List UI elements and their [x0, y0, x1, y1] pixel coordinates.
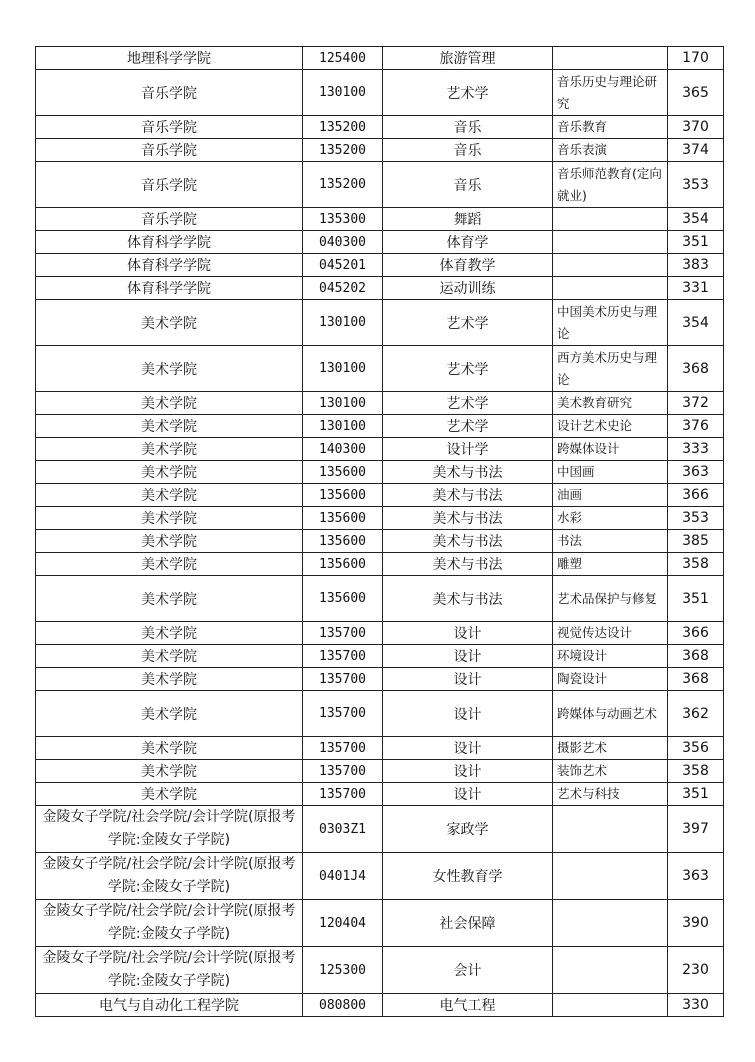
major-cell: 音乐 [383, 116, 553, 139]
college-cell: 金陵女子学院/社会学院/会计学院(原报考学院:金陵女子学院) [36, 900, 303, 947]
college-cell: 美术学院 [36, 691, 303, 737]
table-row [36, 70, 724, 116]
score-cell: 374 [668, 139, 724, 162]
major-cell: 美术与书法 [383, 461, 553, 484]
code-cell: 135700 [303, 760, 383, 783]
major-cell: 电气工程 [383, 994, 553, 1017]
major-cell: 设计 [383, 668, 553, 691]
score-cell: 385 [668, 530, 724, 553]
direction-cell: 装饰艺术 [553, 760, 668, 783]
direction-cell [553, 254, 668, 277]
score-table [35, 46, 724, 1017]
table-row [36, 300, 724, 346]
major-cell: 美术与书法 [383, 530, 553, 553]
table-row [36, 392, 724, 415]
score-cell: 330 [668, 994, 724, 1017]
major-cell: 艺术学 [383, 70, 553, 116]
college-cell: 金陵女子学院/社会学院/会计学院(原报考学院:金陵女子学院) [36, 853, 303, 900]
college-cell: 美术学院 [36, 300, 303, 346]
score-cell: 356 [668, 737, 724, 760]
major-cell: 设计 [383, 737, 553, 760]
major-cell: 体育教学 [383, 254, 553, 277]
code-cell: 135700 [303, 783, 383, 806]
college-cell: 美术学院 [36, 438, 303, 461]
score-cell: 365 [668, 70, 724, 116]
major-cell: 运动训练 [383, 277, 553, 300]
direction-cell: 书法 [553, 530, 668, 553]
college-cell: 音乐学院 [36, 208, 303, 231]
direction-cell: 美术教育研究 [553, 392, 668, 415]
table-row [36, 622, 724, 645]
code-cell: 135700 [303, 737, 383, 760]
table-row [36, 277, 724, 300]
major-cell: 旅游管理 [383, 47, 553, 70]
direction-cell: 摄影艺术 [553, 737, 668, 760]
major-cell: 美术与书法 [383, 553, 553, 576]
direction-cell: 音乐师范教育(定向就业) [553, 162, 668, 208]
code-cell: 080800 [303, 994, 383, 1017]
major-cell: 艺术学 [383, 346, 553, 392]
code-cell: 125400 [303, 47, 383, 70]
code-cell: 135600 [303, 576, 383, 622]
score-cell: 397 [668, 806, 724, 853]
college-cell: 美术学院 [36, 461, 303, 484]
direction-cell: 跨媒体与动画艺术 [553, 691, 668, 737]
table-row [36, 346, 724, 392]
major-cell: 设计 [383, 783, 553, 806]
college-cell: 美术学院 [36, 783, 303, 806]
direction-cell: 艺术与科技 [553, 783, 668, 806]
code-cell: 130100 [303, 70, 383, 116]
major-cell: 美术与书法 [383, 576, 553, 622]
direction-cell: 音乐表演 [553, 139, 668, 162]
score-cell: 368 [668, 645, 724, 668]
code-cell: 125300 [303, 947, 383, 994]
direction-cell [553, 947, 668, 994]
table-row [36, 116, 724, 139]
score-cell: 366 [668, 484, 724, 507]
direction-cell: 音乐历史与理论研究 [553, 70, 668, 116]
score-cell: 363 [668, 853, 724, 900]
direction-cell [553, 994, 668, 1017]
direction-cell [553, 806, 668, 853]
code-cell: 135600 [303, 461, 383, 484]
code-cell: 135700 [303, 622, 383, 645]
score-cell: 230 [668, 947, 724, 994]
major-cell: 美术与书法 [383, 484, 553, 507]
major-cell: 美术与书法 [383, 507, 553, 530]
table-row [36, 994, 724, 1017]
college-cell: 美术学院 [36, 392, 303, 415]
code-cell: 135700 [303, 668, 383, 691]
table-row [36, 461, 724, 484]
college-cell: 金陵女子学院/社会学院/会计学院(原报考学院:金陵女子学院) [36, 947, 303, 994]
college-cell: 美术学院 [36, 530, 303, 553]
college-cell: 体育科学学院 [36, 254, 303, 277]
college-cell: 美术学院 [36, 737, 303, 760]
direction-cell: 雕塑 [553, 553, 668, 576]
table-row [36, 208, 724, 231]
table-row [36, 668, 724, 691]
table-row [36, 737, 724, 760]
major-cell: 舞蹈 [383, 208, 553, 231]
table-row [36, 162, 724, 208]
direction-cell: 环境设计 [553, 645, 668, 668]
code-cell: 130100 [303, 300, 383, 346]
code-cell: 135200 [303, 162, 383, 208]
major-cell: 女性教育学 [383, 853, 553, 900]
table-row [36, 231, 724, 254]
score-cell: 366 [668, 622, 724, 645]
code-cell: 135700 [303, 691, 383, 737]
code-cell: 045201 [303, 254, 383, 277]
table-row [36, 806, 724, 853]
direction-cell: 艺术品保护与修复 [553, 576, 668, 622]
score-cell: 353 [668, 162, 724, 208]
score-cell: 358 [668, 553, 724, 576]
college-cell: 美术学院 [36, 553, 303, 576]
major-cell: 设计学 [383, 438, 553, 461]
table-row [36, 484, 724, 507]
direction-cell [553, 47, 668, 70]
score-cell: 363 [668, 461, 724, 484]
table-row [36, 760, 724, 783]
major-cell: 音乐 [383, 139, 553, 162]
major-cell: 音乐 [383, 162, 553, 208]
code-cell: 130100 [303, 415, 383, 438]
direction-cell: 陶瓷设计 [553, 668, 668, 691]
college-cell: 美术学院 [36, 645, 303, 668]
score-cell: 353 [668, 507, 724, 530]
direction-cell: 设计艺术史论 [553, 415, 668, 438]
score-cell: 383 [668, 254, 724, 277]
direction-cell [553, 900, 668, 947]
table-row [36, 645, 724, 668]
college-cell: 金陵女子学院/社会学院/会计学院(原报考学院:金陵女子学院) [36, 806, 303, 853]
table-row [36, 783, 724, 806]
major-cell: 设计 [383, 622, 553, 645]
direction-cell [553, 208, 668, 231]
score-cell: 358 [668, 760, 724, 783]
table-row [36, 254, 724, 277]
code-cell: 130100 [303, 392, 383, 415]
table-row [36, 553, 724, 576]
code-cell: 135200 [303, 116, 383, 139]
table-row [36, 947, 724, 994]
college-cell: 体育科学学院 [36, 277, 303, 300]
college-cell: 地理科学学院 [36, 47, 303, 70]
college-cell: 音乐学院 [36, 162, 303, 208]
major-cell: 家政学 [383, 806, 553, 853]
code-cell: 120404 [303, 900, 383, 947]
score-cell: 170 [668, 47, 724, 70]
college-cell: 美术学院 [36, 622, 303, 645]
college-cell: 美术学院 [36, 346, 303, 392]
direction-cell: 中国画 [553, 461, 668, 484]
major-cell: 社会保障 [383, 900, 553, 947]
code-cell: 135600 [303, 507, 383, 530]
table-row [36, 530, 724, 553]
code-cell: 130100 [303, 346, 383, 392]
table-row [36, 438, 724, 461]
college-cell: 体育科学学院 [36, 231, 303, 254]
major-cell: 艺术学 [383, 392, 553, 415]
college-cell: 音乐学院 [36, 139, 303, 162]
score-cell: 370 [668, 116, 724, 139]
major-cell: 设计 [383, 691, 553, 737]
code-cell: 045202 [303, 277, 383, 300]
table-row [36, 900, 724, 947]
table-row [36, 47, 724, 70]
code-cell: 135600 [303, 484, 383, 507]
score-cell: 372 [668, 392, 724, 415]
table-row [36, 415, 724, 438]
table-row [36, 139, 724, 162]
major-cell: 设计 [383, 645, 553, 668]
major-cell: 设计 [383, 760, 553, 783]
table-row [36, 853, 724, 900]
major-cell: 艺术学 [383, 415, 553, 438]
direction-cell: 油画 [553, 484, 668, 507]
code-cell: 0401J4 [303, 853, 383, 900]
direction-cell: 中国美术历史与理论 [553, 300, 668, 346]
score-cell: 333 [668, 438, 724, 461]
score-cell: 354 [668, 300, 724, 346]
score-cell: 354 [668, 208, 724, 231]
code-cell: 135300 [303, 208, 383, 231]
code-cell: 135600 [303, 530, 383, 553]
code-cell: 135700 [303, 645, 383, 668]
college-cell: 美术学院 [36, 484, 303, 507]
direction-cell [553, 853, 668, 900]
college-cell: 音乐学院 [36, 70, 303, 116]
score-cell: 376 [668, 415, 724, 438]
college-cell: 电气与自动化工程学院 [36, 994, 303, 1017]
college-cell: 美术学院 [36, 576, 303, 622]
code-cell: 040300 [303, 231, 383, 254]
score-cell: 331 [668, 277, 724, 300]
table-row [36, 507, 724, 530]
direction-cell: 视觉传达设计 [553, 622, 668, 645]
major-cell: 艺术学 [383, 300, 553, 346]
direction-cell [553, 231, 668, 254]
college-cell: 美术学院 [36, 668, 303, 691]
college-cell: 音乐学院 [36, 116, 303, 139]
table-body [36, 47, 724, 1017]
score-cell: 362 [668, 691, 724, 737]
direction-cell: 西方美术历史与理论 [553, 346, 668, 392]
code-cell: 135200 [303, 139, 383, 162]
college-cell: 美术学院 [36, 415, 303, 438]
direction-cell: 音乐教育 [553, 116, 668, 139]
score-cell: 368 [668, 668, 724, 691]
score-cell: 351 [668, 576, 724, 622]
major-cell: 体育学 [383, 231, 553, 254]
code-cell: 0303Z1 [303, 806, 383, 853]
score-cell: 390 [668, 900, 724, 947]
score-cell: 351 [668, 231, 724, 254]
code-cell: 135600 [303, 553, 383, 576]
college-cell: 美术学院 [36, 507, 303, 530]
code-cell: 140300 [303, 438, 383, 461]
score-cell: 351 [668, 783, 724, 806]
direction-cell [553, 277, 668, 300]
college-cell: 美术学院 [36, 760, 303, 783]
table-row [36, 691, 724, 737]
direction-cell: 跨媒体设计 [553, 438, 668, 461]
score-cell: 368 [668, 346, 724, 392]
direction-cell: 水彩 [553, 507, 668, 530]
major-cell: 会计 [383, 947, 553, 994]
table-row [36, 576, 724, 622]
